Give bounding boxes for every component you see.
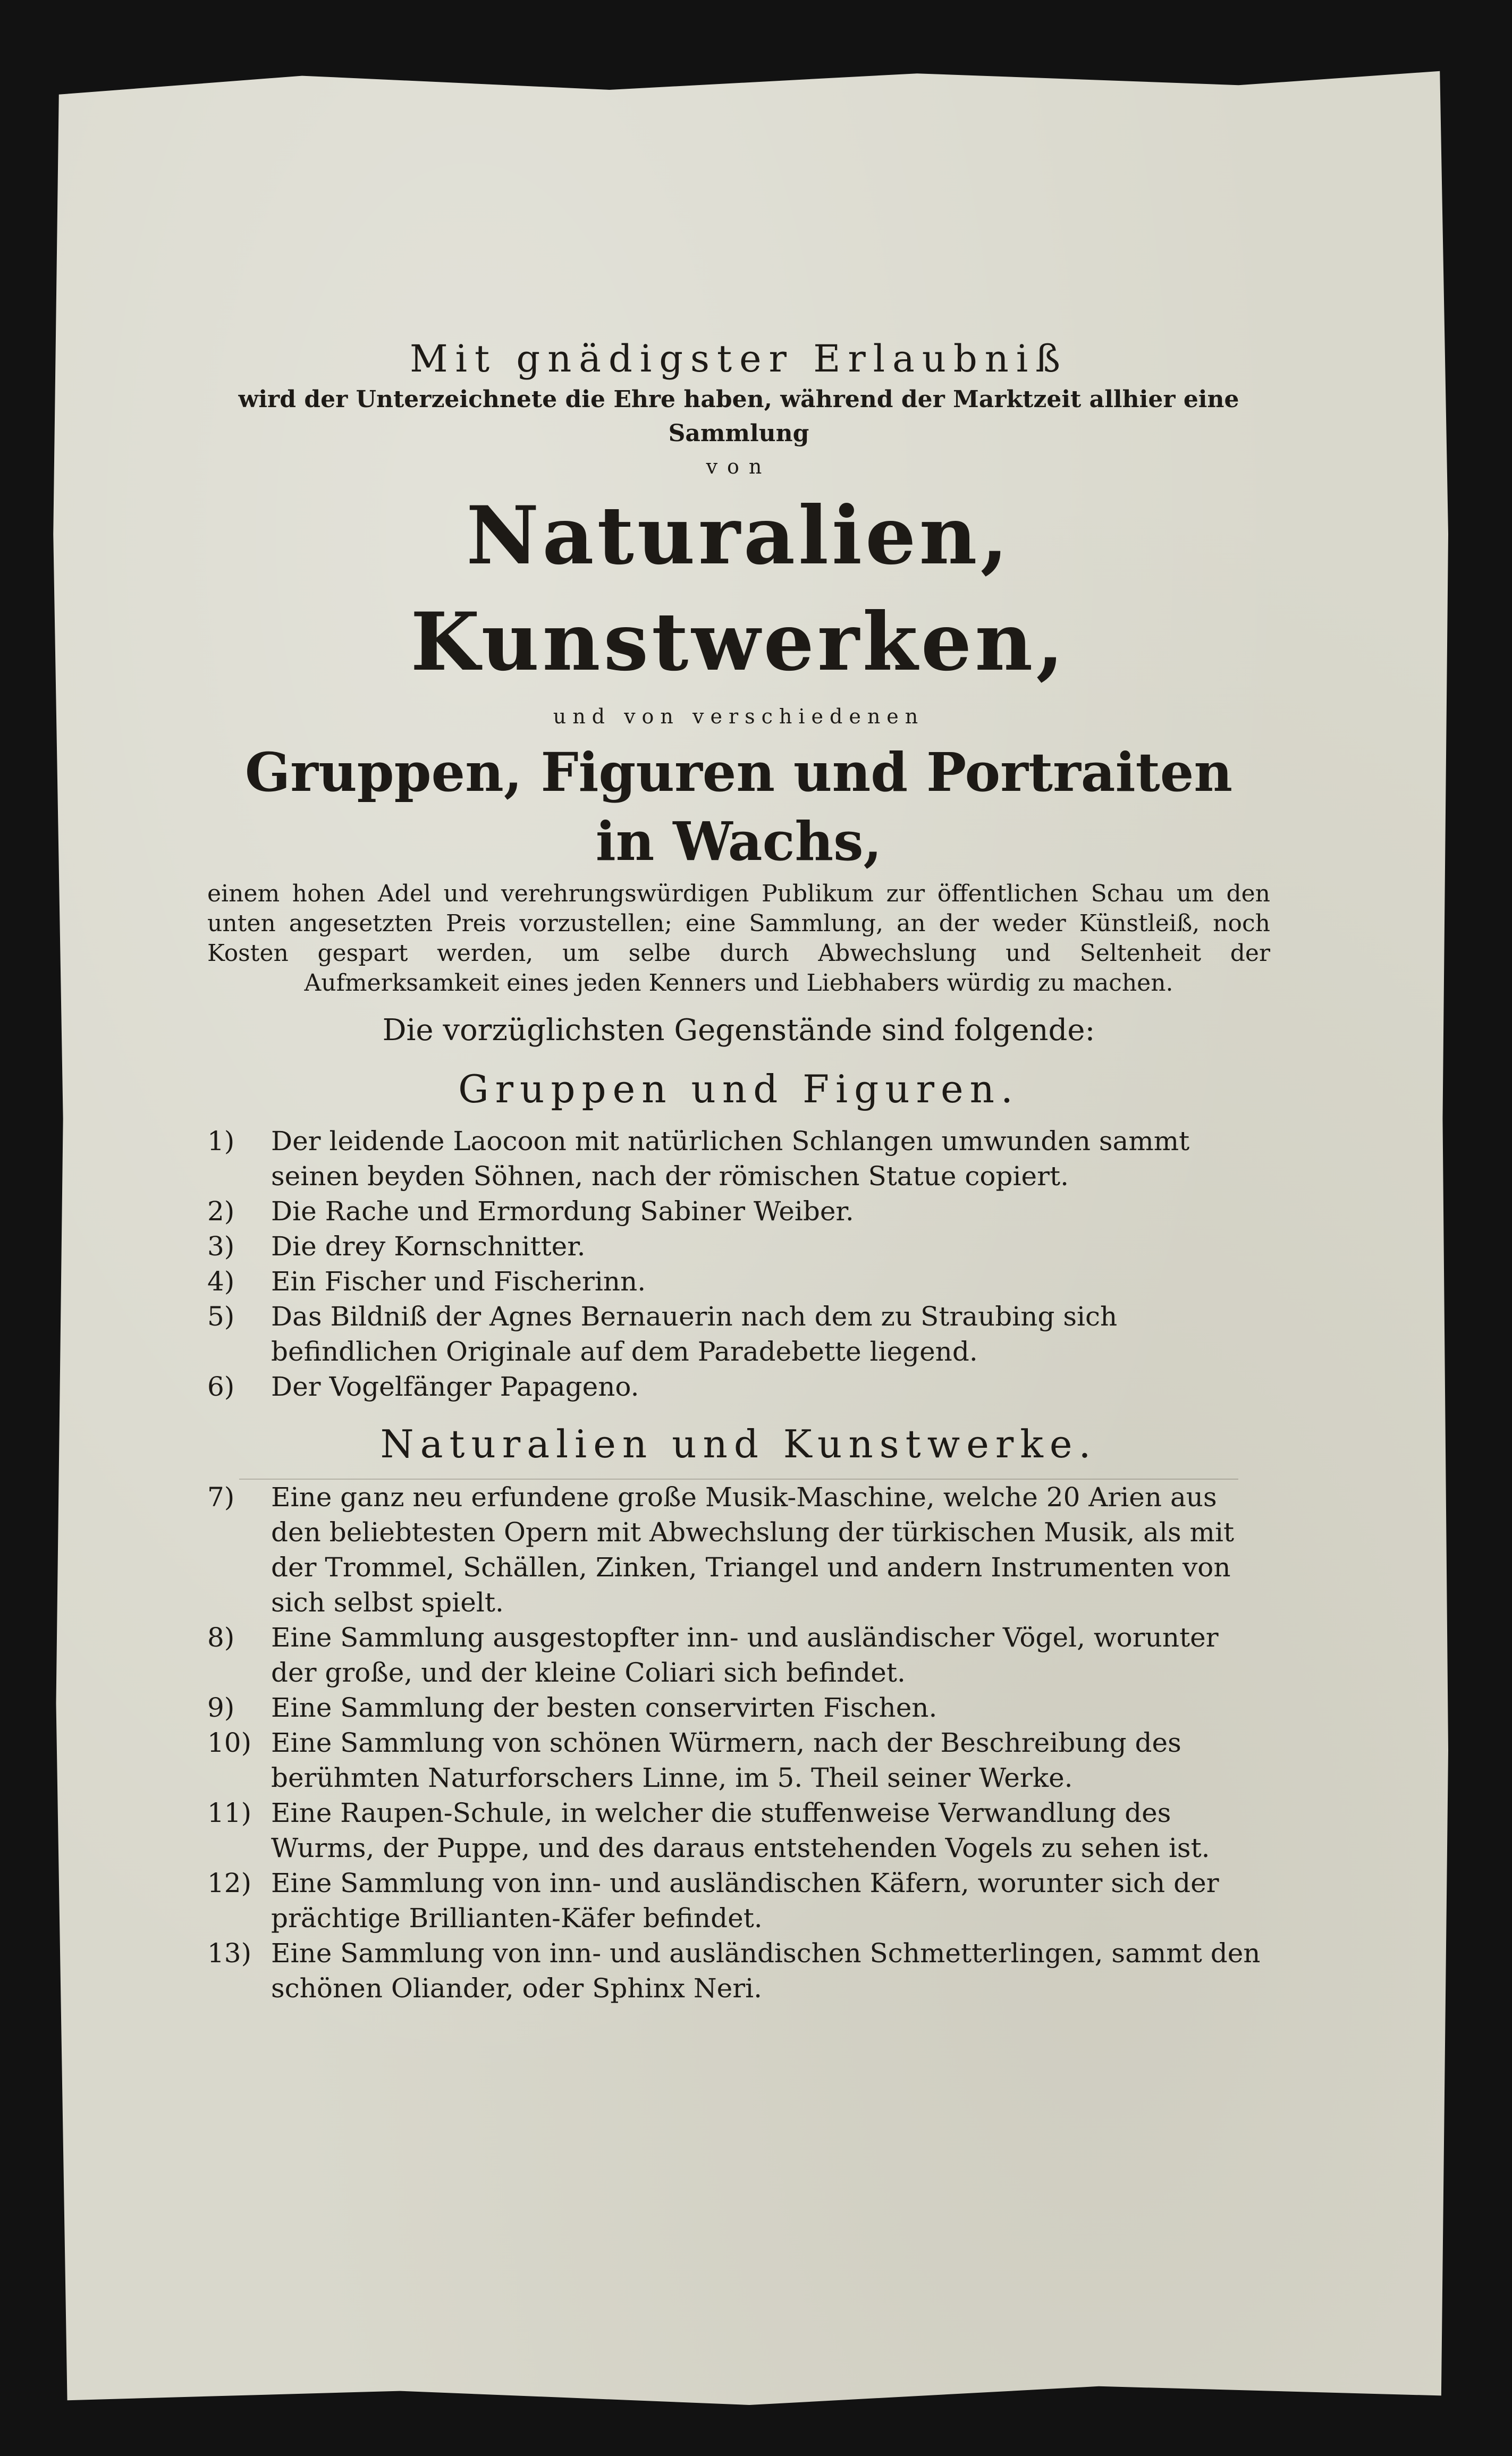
item-number: 4) [207, 1266, 235, 1297]
item-number: 11) [207, 1797, 252, 1828]
section-title-naturalien: Naturalien und Kunstwerke. [380, 1422, 1097, 1466]
item-text: Eine Sammlung von inn- und ausländischen Schmetterlingen, sammt den schönen Oliander, oder Sphinx Neri. [271, 1938, 1261, 2004]
list-item [207, 1124, 1270, 1194]
item-text: Eine ganz neu erfundene große Musik-Maschine, welche 20 Arien aus den beliebtesten Opern mit Abwechslung der türkischen Musik, als mit der Trommel, Schällen, Zinken, Triangel und andern Instrumenten von sich selbst spielt. [271, 1482, 1235, 1618]
list-item [207, 1620, 1270, 1690]
item-text: Ein Fischer und Fischerinn. [271, 1266, 646, 1297]
subheading: wird der Unterzeichnete die Ehre haben, während der Marktzeit allhier eine Sammlung [238, 386, 1239, 447]
main-title: Naturalien, Kunstwerken, [410, 489, 1067, 689]
list-item [207, 1369, 1270, 1404]
item-text: Das Bildniß der Agnes Bernauerin nach dem zu Straubing sich befindlichen Originale auf dem Paradebette liegend. [271, 1301, 1118, 1367]
von-line: von [706, 455, 772, 478]
intro-paragraph: einem hohen Adel und verehrungswürdigen Publikum zur öffentlichen Schau um den unten angesetzten Preis vorzustellen; eine Sammlung, an der weder Künstleiß, noch Kosten gespart werden, um selbe durch Abwechslung und Seltenheit der Aufmerksamkeit eines jeden Kenners und Liebhabers würdig zu machen. [207, 880, 1270, 997]
item-number: 6) [207, 1371, 235, 1402]
und-line: und von verschiedenen [553, 705, 925, 728]
list-item [207, 1480, 1270, 1620]
list-item [207, 1264, 1270, 1299]
item-text: Die Rache und Ermordung Sabiner Weiber. [271, 1196, 854, 1227]
list-item [207, 1725, 1270, 1795]
list-item [207, 1690, 1270, 1725]
document-body [207, 335, 1270, 2006]
subtitle: Die vorzüglichsten Gegenstände sind folgende: [382, 1013, 1095, 1048]
heading: Mit gnädigster Erlaubniß [409, 337, 1068, 381]
item-text: Eine Sammlung der besten conservirten Fischen. [271, 1692, 937, 1723]
item-number: 1) [207, 1126, 235, 1157]
item-text: Der Vogelfänger Papageno. [271, 1371, 639, 1402]
item-number: 5) [207, 1301, 235, 1332]
item-text: Eine Sammlung von schönen Würmern, nach der Beschreibung des berühmten Naturforschers Linne, im 5. Theil seiner Werke. [271, 1727, 1181, 1793]
list-item [207, 1795, 1270, 1866]
list-item [207, 1299, 1270, 1369]
item-number: 13) [207, 1938, 252, 1969]
item-text: Eine Sammlung ausgestopfter inn- und ausländischer Vögel, worunter der große, und der kleine Coliari sich befindet. [271, 1622, 1219, 1688]
list-item [207, 1194, 1270, 1229]
item-number: 12) [207, 1868, 252, 1898]
list-item [207, 1936, 1270, 2006]
item-number: 7) [207, 1482, 235, 1513]
title-two: Gruppen, Figuren und Portraiten in Wachs, [244, 741, 1233, 873]
item-text: Der leidende Laocoon mit natürlichen Schlangen umwunden sammt seinen beyden Söhnen, nach der römischen Statue copiert. [271, 1126, 1190, 1192]
list-item [207, 1229, 1270, 1264]
item-number: 2) [207, 1196, 235, 1227]
item-text: Eine Raupen-Schule, in welcher die stuffenweise Verwandlung des Wurms, der Puppe, und des daraus entstehenden Vogels zu sehen ist. [271, 1797, 1210, 1863]
item-number: 3) [207, 1231, 235, 1262]
section-title-gruppen: Gruppen und Figuren. [458, 1067, 1019, 1111]
item-number: 10) [207, 1727, 252, 1758]
section-list-gruppen [207, 1124, 1270, 1404]
item-text: Die drey Kornschnitter. [271, 1231, 586, 1262]
item-text: Eine Sammlung von inn- und ausländischen Käfern, worunter sich der prächtige Brillianten-Käfer befindet. [271, 1868, 1219, 1934]
item-number: 8) [207, 1622, 235, 1653]
section-list-naturalien [207, 1480, 1270, 2006]
list-item [207, 1866, 1270, 1936]
item-number: 9) [207, 1692, 235, 1723]
